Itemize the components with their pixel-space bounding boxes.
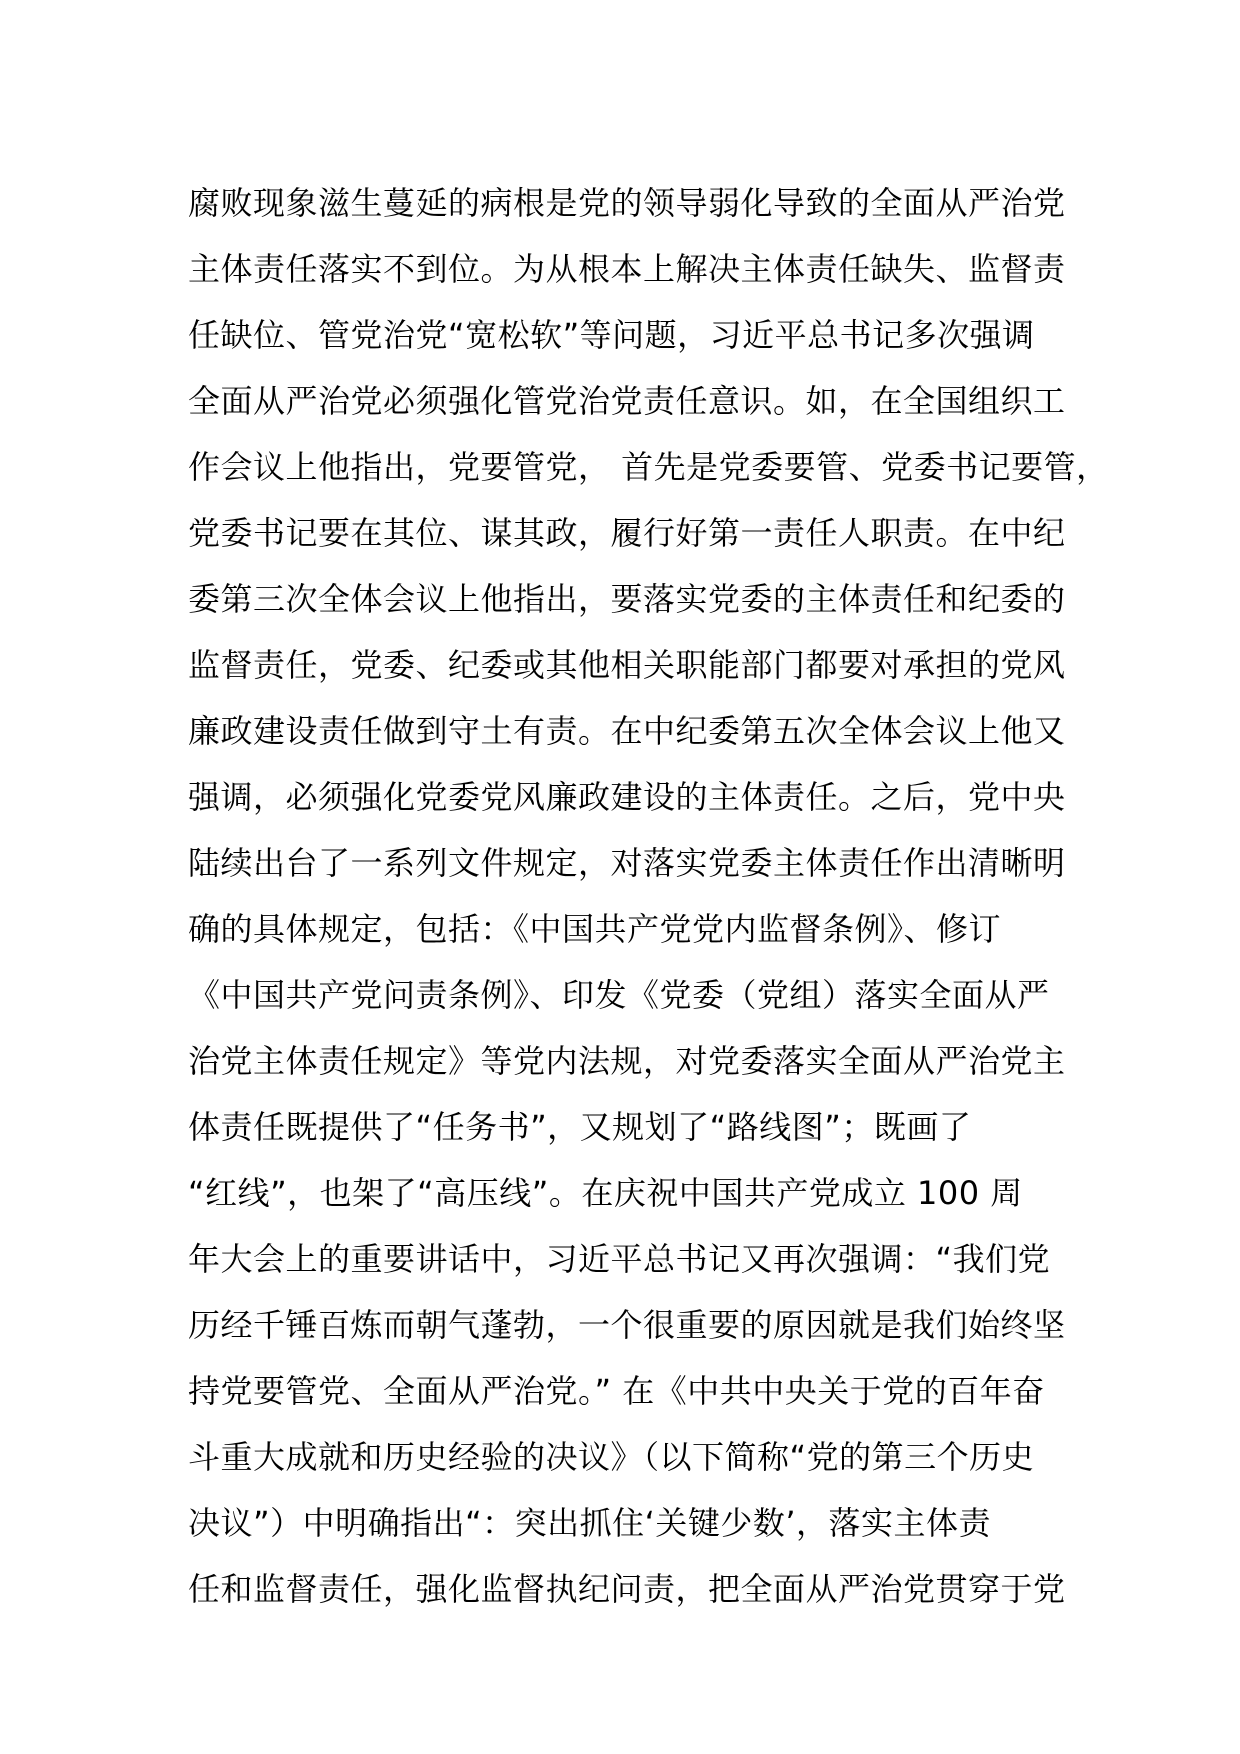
- text-line: 廉政建设责任做到守土有责。在中纪委第五次全体会议上他又: [188, 712, 1066, 750]
- text-line: 强调，必须强化党委党风廉政建设的主体责任。之后，党中央: [188, 778, 1066, 816]
- text-line: 全面从严治党必须强化管党治党责任意识。如，在全国组织工: [188, 382, 1066, 420]
- text-line: 历经千锤百炼而朝气蓬勃，一个很重要的原因就是我们始终坚: [188, 1306, 1066, 1344]
- text-line: “红线”，也架了“高压线”。在庆祝中国共产党成立 100 周: [188, 1174, 1023, 1212]
- body-text: [188, 170, 1109, 1622]
- text-line: 治党主体责任规定》等党内法规，对党委落实全面从严治党主: [188, 1042, 1066, 1080]
- text-line: 确的具体规定，包括：《中国共产党党内监督条例》、修订: [188, 910, 1002, 948]
- text-line: 腐败现象滋生蔓延的病根是党的领导弱化导致的全面从严治党: [188, 184, 1066, 222]
- text-line: 委第三次全体会议上他指出，要落实党委的主体责任和纪委的: [188, 580, 1066, 618]
- text-line: 体责任既提供了“任务书”，又规划了“路线图”；既画了: [188, 1108, 972, 1146]
- text-line: 年大会上的重要讲话中，习近平总书记又再次强调：“我们党: [188, 1240, 1051, 1278]
- text-line: 党委书记要在其位、谋其政，履行好第一责任人职责。在中纪: [188, 514, 1066, 552]
- text-line: 《中国共产党问责条例》、印发《党委（党组）落实全面从严: [188, 976, 1050, 1014]
- text-line: 斗重大成就和历史经验的决议》（以下简称“党的第三个历史: [188, 1438, 1035, 1476]
- text-line: 决议”）中明确指出“：突出抓住‘关键少数’，落实主体责: [188, 1504, 992, 1542]
- text-line: 持党要管党、全面从严治党。” 在《中共中央关于党的百年奋: [188, 1372, 1045, 1410]
- text-line: 监督责任，党委、纪委或其他相关职能部门都要对承担的党风: [188, 646, 1066, 684]
- text-line: 任缺位、管党治党“宽松软”等问题，习近平总书记多次强调: [188, 316, 1035, 354]
- text-line: 主体责任落实不到位。为从根本上解决主体责任缺失、监督责: [188, 250, 1066, 288]
- text-line: 陆续出台了一系列文件规定，对落实党委主体责任作出清晰明: [188, 844, 1066, 882]
- text-line: 作会议上他指出，党要管党， 首先是党委要管、党委书记要管，: [188, 448, 1109, 486]
- text-line: 任和监督责任，强化监督执纪问责，把全面从严治党贯穿于党: [188, 1570, 1066, 1608]
